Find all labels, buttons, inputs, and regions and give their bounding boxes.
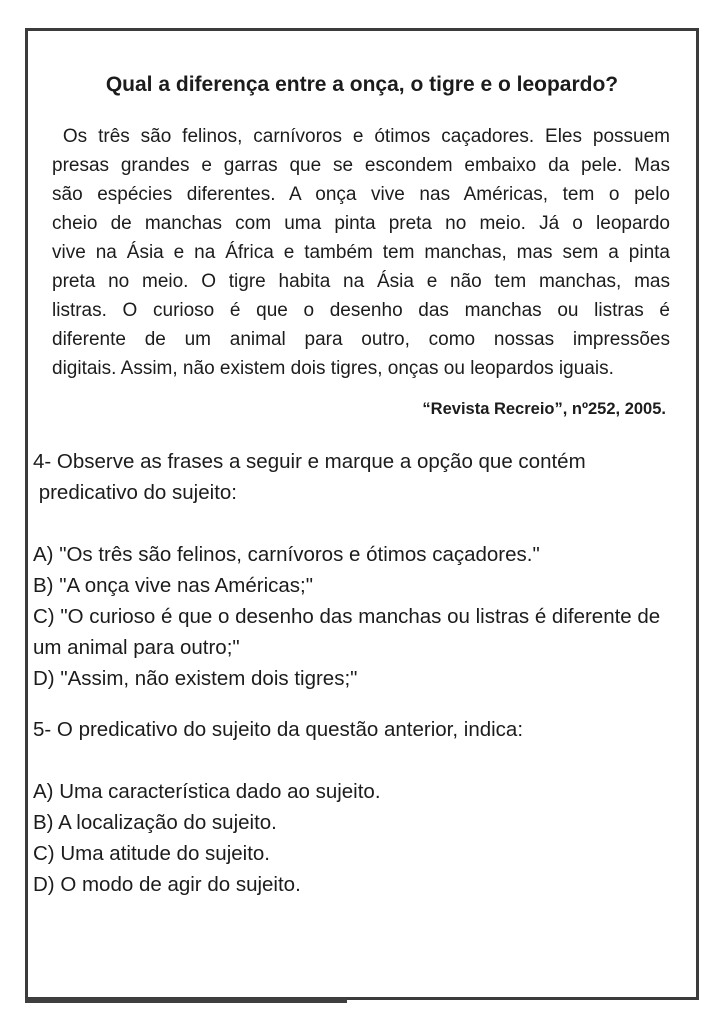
question-4 [33,446,683,694]
question-5-option: B) A localização do sujeito. [33,811,277,834]
question-4-option: B) "A onça vive nas Américas;" [33,574,314,597]
page-border-frame [25,28,699,1000]
passage-line: digitais. Assim, não existem dois tigres, onças ou leopardos iguais. [52,358,614,379]
question-5-option: C) Uma atitude do sujeito. [33,842,271,865]
passage-line: cheio de manchas com uma pinta preta no meio. Já o leopardo [52,213,670,234]
passage-line: Os três são felinos, carnívoros e ótimos caçadores. Eles possuem [52,126,670,147]
passage-title: Qual a diferença entre a onça, o tigre e o leopardo? [105,73,619,96]
question-4-stem-line: predicativo do sujeito: [33,481,237,504]
question-4-option: D) "Assim, não existem dois tigres;" [33,667,358,690]
passage-line: presas grandes e garras que se escondem embaixo da pele. Mas [52,155,670,176]
question-5-stem: 5- O predicativo do sujeito da questão anterior, indica: [33,718,524,741]
question-4-stem [33,446,683,508]
scan-artifact-line [25,998,347,1003]
question-4-stem-line: 4- Observe as frases a seguir e marque a opção que contém [33,450,586,473]
question-5 [33,714,683,900]
passage-source-citation: “Revista Recreio”, nº252, 2005. [422,400,666,418]
question-4-option: A) "Os três são felinos, carnívoros e ótimos caçadores." [33,543,540,566]
passage-text [52,122,670,383]
question-5-option: A) Uma característica dado ao sujeito. [33,780,381,803]
passage-line: diferente de um animal para outro, como nossas impressões [52,329,670,350]
passage-line: são espécies diferentes. A onça vive nas Américas, tem o pelo [52,184,670,205]
question-5-options [33,776,683,900]
question-5-option: D) O modo de agir do sujeito. [33,873,301,896]
question-4-option: C) "O curioso é que o desenho das manchas ou listras é diferente de um animal para outro;" [33,605,661,659]
passage-line: preta no meio. O tigre habita na Ásia e não tem manchas, mas [52,271,670,292]
passage-line: listras. O curioso é que o desenho das manchas ou listras é [52,300,670,321]
question-4-options [33,539,683,694]
passage-line: vive na Ásia e na África e também tem manchas, mas sem a pinta [52,242,670,263]
